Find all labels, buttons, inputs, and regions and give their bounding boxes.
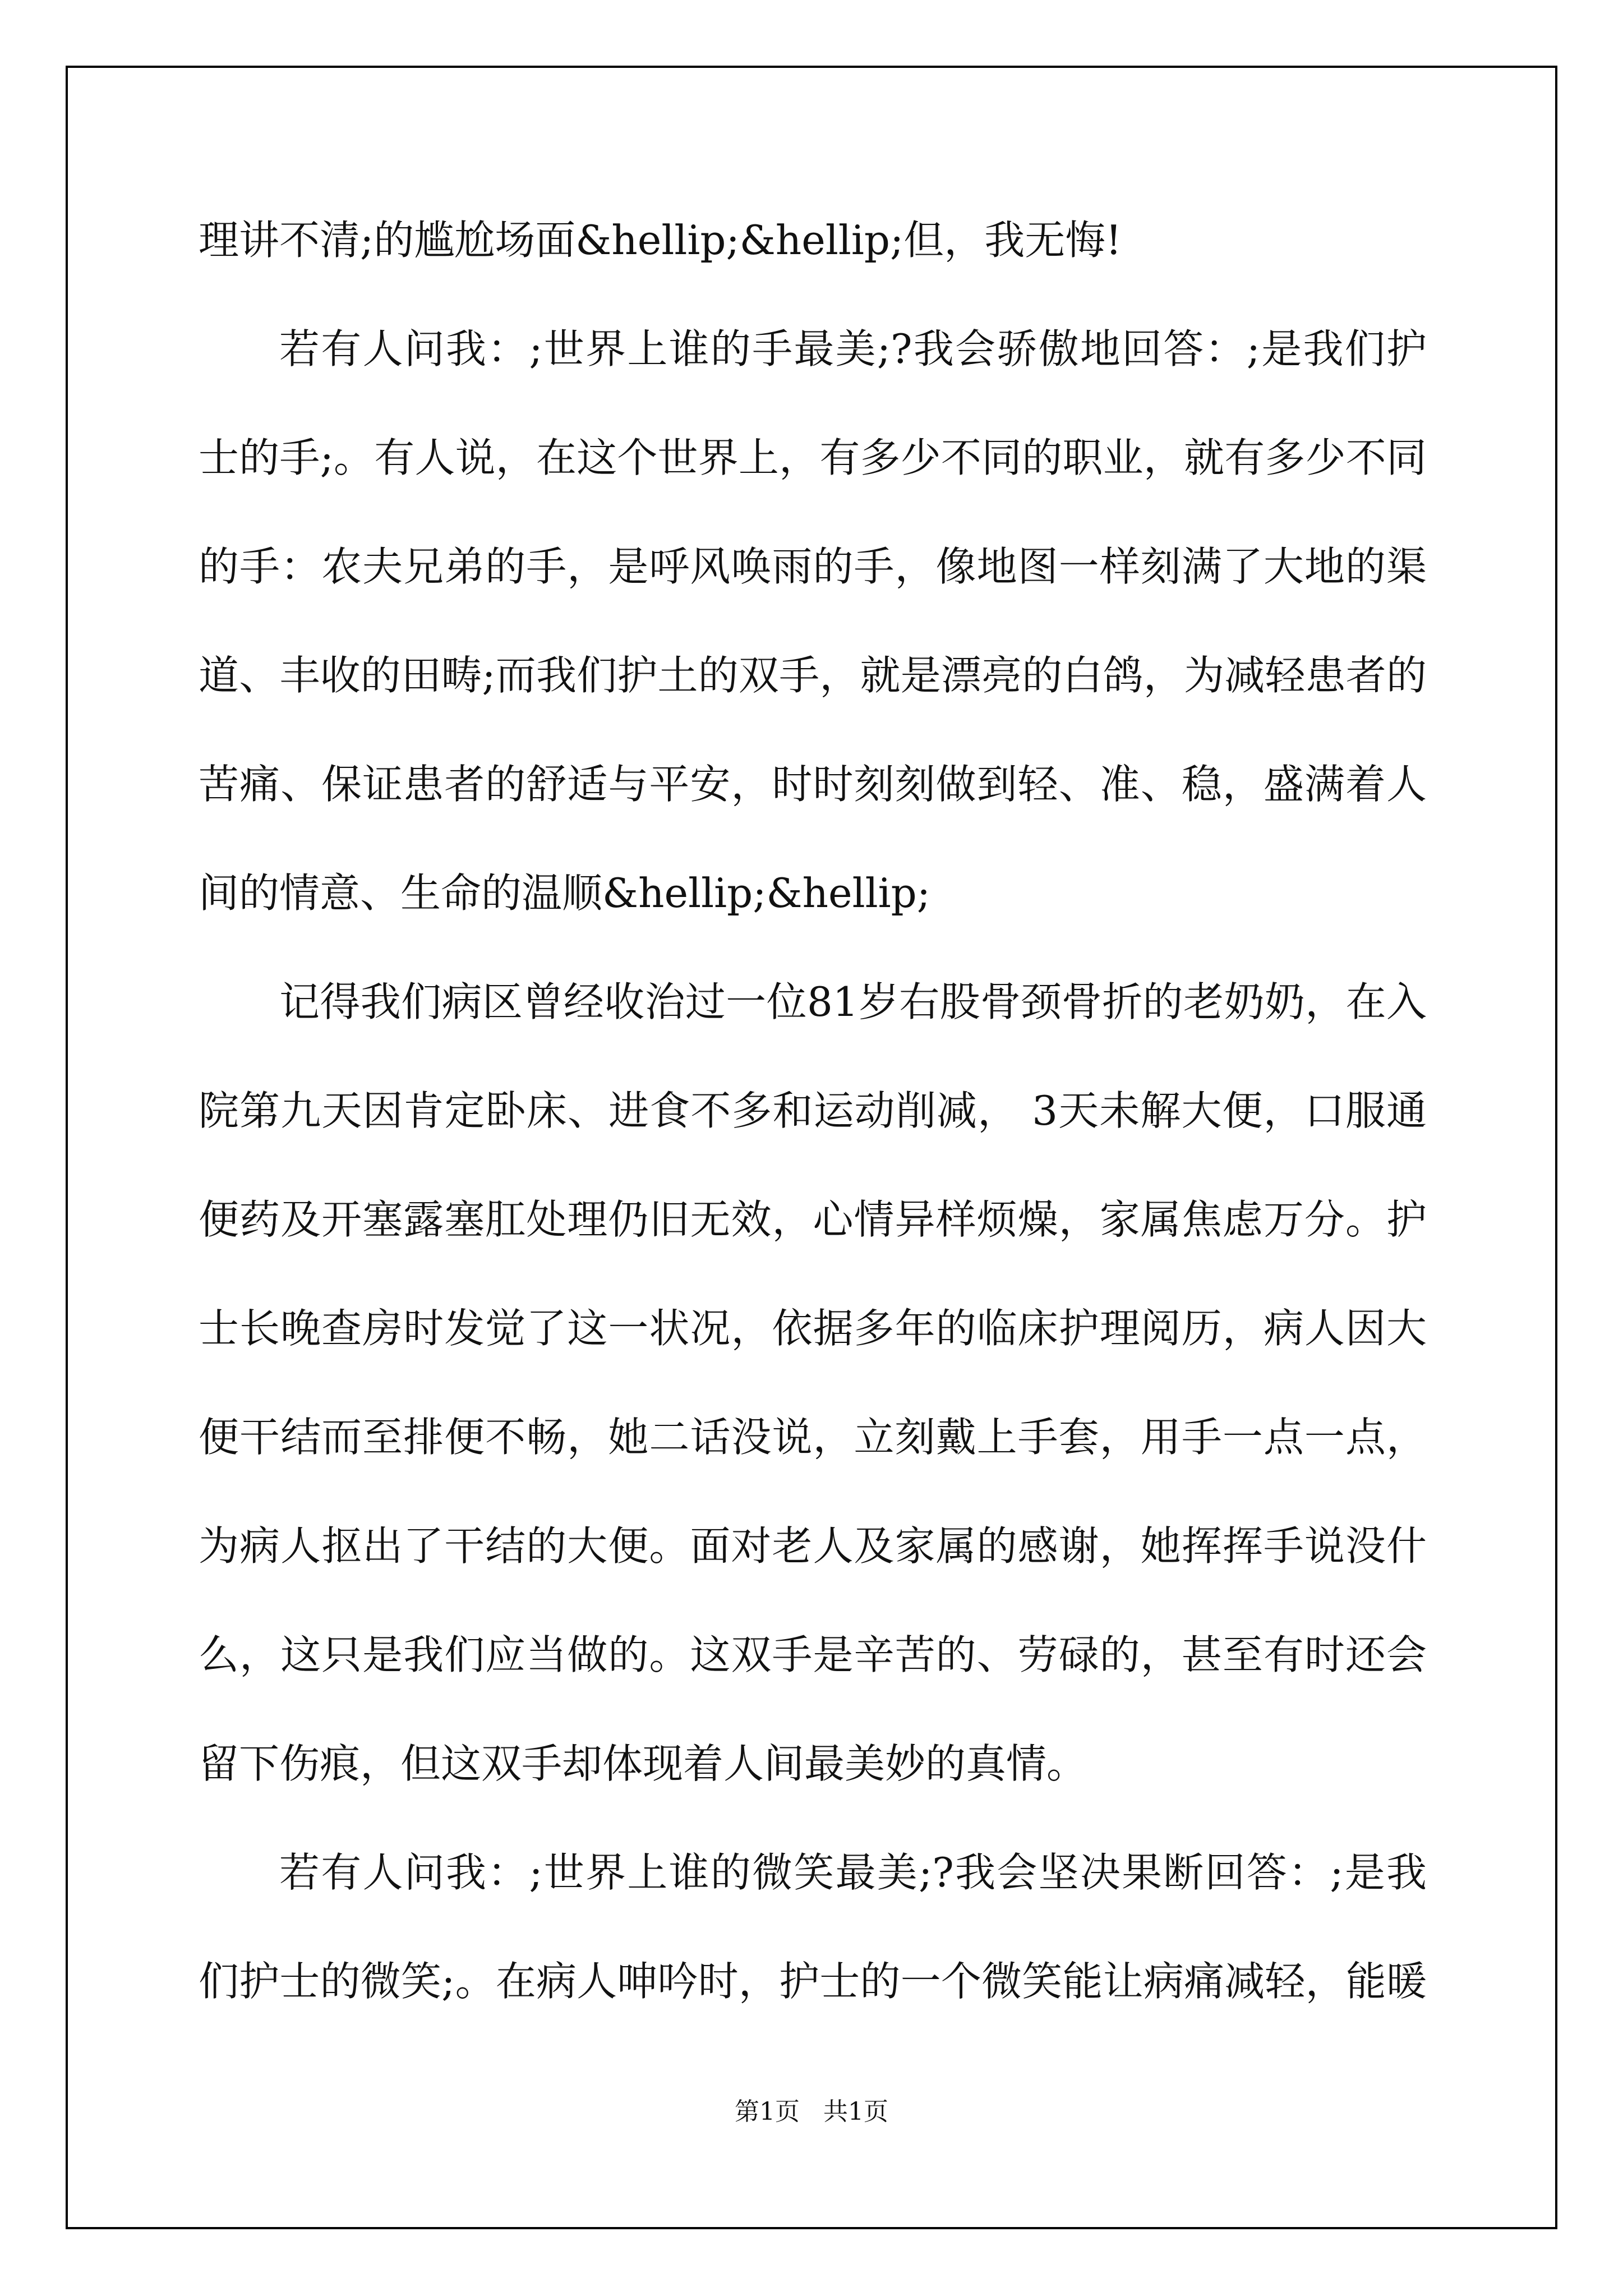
paragraph-first-line: 若有人问我：;世界上谁的微笑最美;?我会坚决果断回答：;是我	[279, 1849, 1427, 1896]
page-total: 共1页	[823, 2097, 888, 2126]
paragraph-first-line: 记得我们病区曾经收治过一位81岁右股骨颈骨折的老奶奶，在入	[279, 978, 1427, 1025]
text-line: 院第九天因肯定卧床、进食不多和运动削减， 3天未解大便，口服通	[199, 1087, 1427, 1134]
text-line: 士长晚查房时发觉了这一状况，依据多年的临床护理阅历，病人因大	[199, 1305, 1427, 1352]
text-line: 间的情意、生命的温顺&hellip;&hellip;	[199, 869, 931, 917]
text-line: 们护士的微笑;。在病人呻吟时，护士的一个微笑能让病痛减轻，能暖	[199, 1958, 1427, 2005]
text-line: 留下伤痕，但这双手却体现着人间最美妙的真情。	[199, 1740, 1087, 1787]
text-line: 为病人抠出了干结的大便。面对老人及家属的感谢，她挥挥手说没什	[199, 1522, 1427, 1570]
text-line: 士的手;。有人说，在这个世界上，有多少不同的职业，就有多少不同	[199, 434, 1427, 481]
text-line: 么，这只是我们应当做的。这双手是辛苦的、劳碌的，甚至有时还会	[199, 1631, 1427, 1678]
paragraph-first-line: 若有人问我：;世界上谁的手最美;?我会骄傲地回答：;是我们护	[279, 325, 1427, 372]
page-footer	[0, 2095, 1623, 2129]
text-line: 便药及开塞露塞肛处理仍旧无效，心情异样烦燥，家属焦虑万分。护	[199, 1196, 1427, 1243]
page-number: 第1页	[735, 2097, 800, 2126]
text-line: 理讲不清;的尴尬场面&hellip;&hellip;但，我无悔!	[199, 217, 1122, 264]
text-line: 便干结而至排便不畅，她二话没说，立刻戴上手套，用手一点一点，	[199, 1414, 1427, 1461]
text-line: 苦痛、保证患者的舒适与平安，时时刻刻做到轻、准、稳，盛满着人	[199, 761, 1427, 808]
page-border	[66, 66, 1557, 2229]
text-line: 道、丰收的田畴;而我们护土的双手，就是漂亮的白鸽，为减轻患者的	[199, 652, 1427, 699]
text-line: 的手：农夫兄弟的手，是呼风唤雨的手，像地图一样刻满了大地的渠	[199, 543, 1427, 590]
